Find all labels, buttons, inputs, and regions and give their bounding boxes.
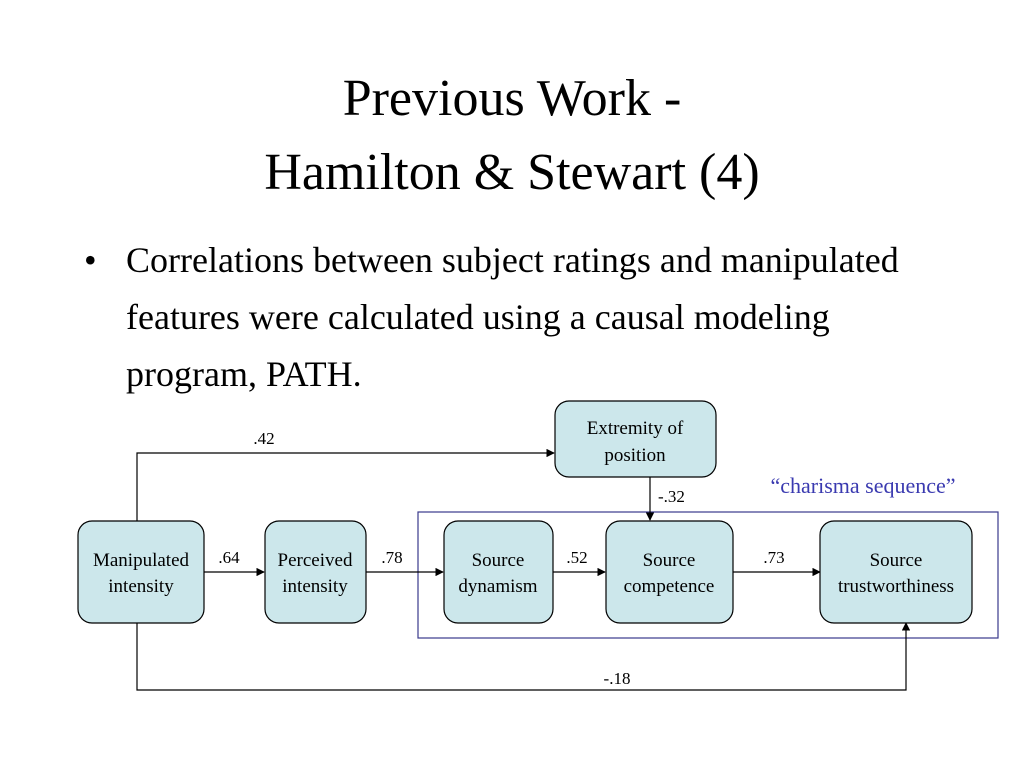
coef-manipulated-to-perceived: .64 xyxy=(218,548,240,567)
node-label-line: Source xyxy=(471,550,525,571)
node-manipulated-intensity xyxy=(78,521,204,623)
node-label-line: competence xyxy=(623,576,715,597)
coef-dynamism-to-competence: .52 xyxy=(566,548,588,567)
node-label-line: Source xyxy=(642,550,696,571)
coef-perceived-to-dynamism: .78 xyxy=(381,548,403,567)
node-label-line: Manipulated xyxy=(92,550,190,571)
node-label-line: dynamism xyxy=(458,576,538,597)
bullet-text: Correlations between subject ratings and manipulated features were calculated using a causal modeling program, PATH. xyxy=(126,240,899,394)
title-line-2: Hamilton & Stewart (4) xyxy=(264,144,760,201)
node-label-line: intensity xyxy=(108,576,174,597)
coef-manipulated-to-trustworthiness: -.18 xyxy=(603,669,631,688)
node-source-trustworthiness xyxy=(820,521,972,623)
node-label-line: Source xyxy=(869,550,923,571)
node-label-line: Extremity of xyxy=(586,418,684,439)
path-manipulated-to-trustworthiness xyxy=(137,623,906,690)
title-line-1: Previous Work - xyxy=(342,70,682,127)
node-source-dynamism xyxy=(444,521,553,623)
charisma-sequence-label: “charisma sequence” xyxy=(770,473,956,498)
coef-competence-to-trustworthiness: .73 xyxy=(763,548,785,567)
node-label-line: trustworthiness xyxy=(837,576,955,597)
node-label-line: position xyxy=(604,445,666,466)
node-extremity-of-position xyxy=(555,401,716,477)
coef-manipulated-to-extremity: .42 xyxy=(253,429,275,448)
node-source-competence xyxy=(606,521,733,623)
node-perceived-intensity xyxy=(265,521,366,623)
path-manipulated-to-extremity xyxy=(137,453,554,521)
node-label-line: intensity xyxy=(282,576,348,597)
coef-extremity-to-competence: -.32 xyxy=(658,487,685,506)
node-label-line: Perceived xyxy=(277,550,353,571)
bullet-icon: • xyxy=(84,240,97,280)
